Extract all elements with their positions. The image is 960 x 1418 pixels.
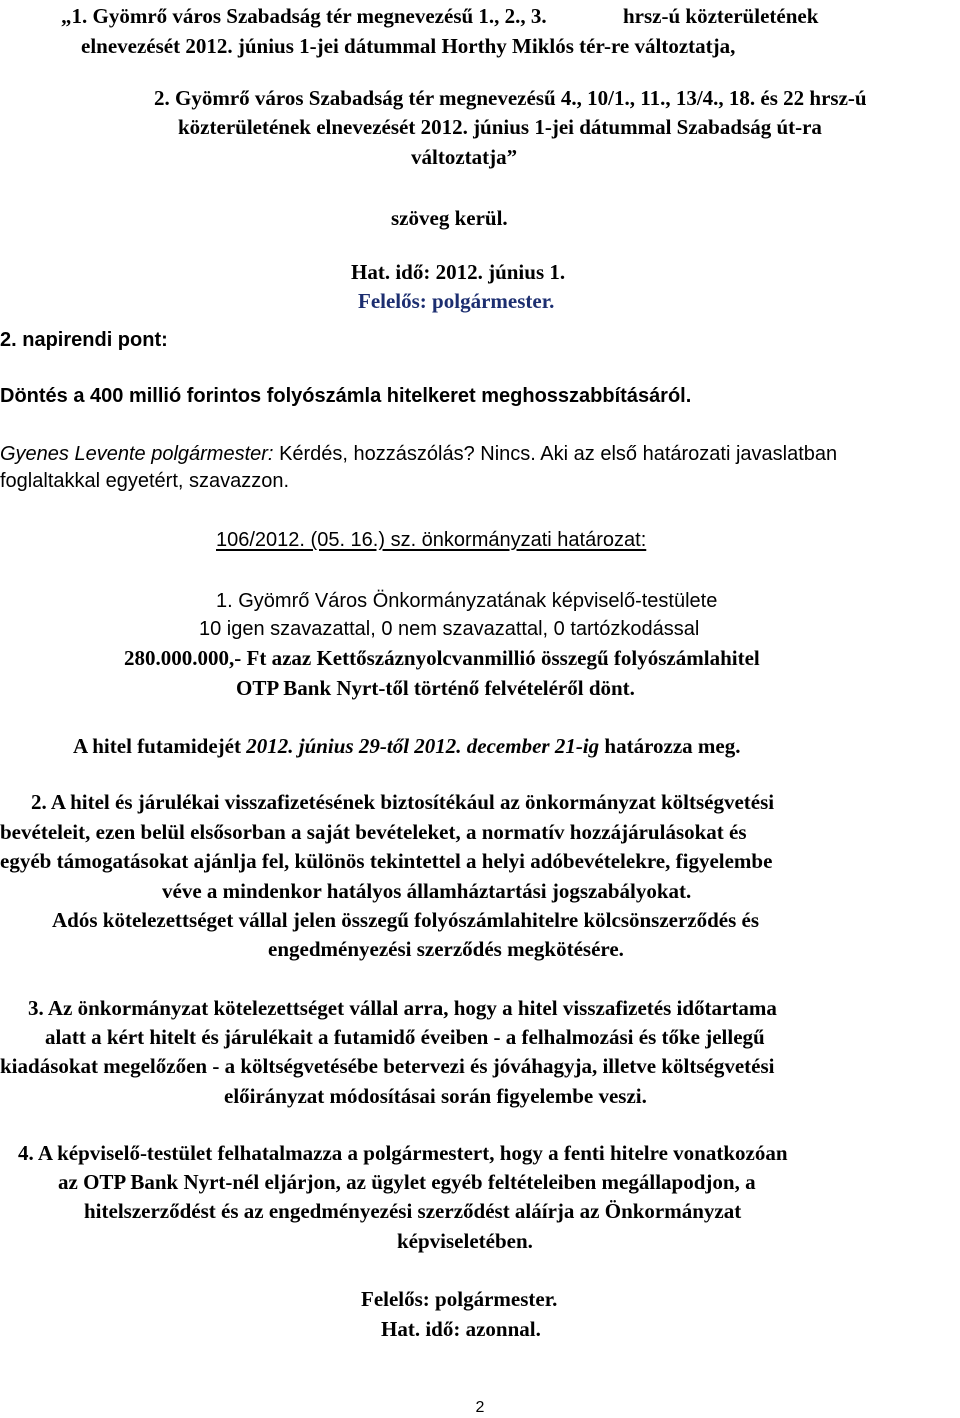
agenda-heading: 2. napirendi pont: <box>0 329 168 351</box>
intro-item1-line1b <box>623 3 818 29</box>
intro-deadline: Hat. idő: 2012. június 1. <box>351 260 566 284</box>
intro-item2-line3: változtatja” <box>411 145 518 169</box>
speaker-name: Gyenes Levente polgármester: <box>0 443 274 465</box>
resolution-p2-line1: 2. A hitel és járulékai visszafizetésének biztosítékául az önkormányzat költségvetési <box>31 790 775 814</box>
intro-item1-line1 <box>61 3 547 29</box>
speech-line1 <box>0 441 837 467</box>
resolution-p2-line3: egyéb támogatásokat ajánlja fel, különös tekintettel a helyi adóbevételekre, figyelembe <box>0 849 773 873</box>
intro-item2-line1: 2. Gyömrő város Szabadság tér megnevezésű 4., 10/1., 11., 13/4., 18. és 22 hrsz-ú <box>154 86 867 110</box>
resolution-responsible: Felelős: polgármester. <box>361 1287 558 1311</box>
resolution-p3-line1: 3. Az önkormányzat kötelezettséget vállal arra, hogy a hitel visszafizetés időtartama <box>28 996 777 1020</box>
agenda-subject: Döntés a 400 millió forintos folyószámla hitelkeret meghosszabbításáról. <box>0 385 692 407</box>
resolution-p4-line4: képviseletében. <box>397 1229 533 1253</box>
resolution-p1-line3: 280.000.000,- Ft azaz Kettőszáznyolcvanmillió összegű folyószámlahitel <box>124 646 760 670</box>
term-text-a: A hitel futamidejét <box>73 734 241 758</box>
resolution-p1-line1: 1. Gyömrő Város Önkormányzatának képviselő-testülete <box>216 590 718 612</box>
intro-item1-line2 <box>81 33 735 59</box>
resolution-p2-line4: véve a mindenkor hatályos államháztartási jogszabályokat. <box>162 879 692 903</box>
intro-text-enters: szöveg kerül. <box>391 206 508 230</box>
resolution-p4-line3: hitelszerződést és az engedményezési szerződést aláírja az Önkormányzat <box>84 1199 742 1223</box>
resolution-p3-line3: kiadásokat megelőzően - a költségvetésébe betervezi és jóváhagyja, illetve költségvetési <box>0 1054 775 1078</box>
intro-item2-line2: közterületének elnevezését 2012. június 1-jei dátummal Szabadság út-ra <box>178 115 822 139</box>
resolution-number: 106/2012. (05. 16.) sz. önkormányzati határozat: <box>216 529 647 551</box>
speech-text1: Kérdés, hozzászólás? Nincs. Aki az első határozati javaslatban <box>279 443 838 465</box>
resolution-p1-line2: 10 igen szavazattal, 0 nem szavazattal, 0 tartózkodással <box>199 618 700 640</box>
intro-responsible: Felelős: polgármester. <box>358 289 555 313</box>
resolution-p2-line2: bevételeit, ezen belül elsősorban a saját bevételeket, a normatív hozzájárulásokat és <box>0 820 747 844</box>
resolution-p3-line2: alatt a kért hitelt és járulékait a futamidő éveiben - a felhalmozási és tőke jellegű <box>45 1025 765 1049</box>
resolution-p4-line2: az OTP Bank Nyrt-nél eljárjon, az ügylet egyéb feltételeiben megállapodjon, a <box>58 1170 756 1194</box>
intro-item1-text-c: elnevezését 2012. június 1-jei dátummal <box>81 34 437 58</box>
term-dates: 2012. június 29-től 2012. december 21-ig <box>246 734 600 758</box>
resolution-deadline: Hat. idő: azonnal. <box>381 1317 541 1341</box>
page-number: 2 <box>475 1399 485 1416</box>
term-text-c: határozza meg. <box>604 734 741 758</box>
resolution-p1-line4: OTP Bank Nyrt-től történő felvételéről dönt. <box>236 676 635 700</box>
resolution-term <box>73 733 740 759</box>
intro-item1-text-a: „1. Gyömrő város Szabadság tér megnevezésű 1., 2., 3. <box>61 4 547 28</box>
resolution-p4-line1: 4. A képviselő-testület felhatalmazza a polgármestert, hogy a fenti hitelre vonatkozóan <box>18 1141 788 1165</box>
resolution-p3-line4: előirányzat módosításai során figyelembe veszi. <box>224 1084 647 1108</box>
resolution-p2-line5: Adós kötelezettséget vállal jelen összegű folyószámlahitelre kölcsönszerződés és <box>52 908 760 932</box>
resolution-p2-line6: engedményezési szerződés megkötésére. <box>268 937 624 961</box>
intro-item1-text-b: hrsz-ú közterületének <box>623 4 819 28</box>
intro-item1-text-d: Horthy Miklós tér-re változtatja, <box>441 34 736 58</box>
speech-line2: foglaltakkal egyetért, szavazzon. <box>0 470 290 492</box>
